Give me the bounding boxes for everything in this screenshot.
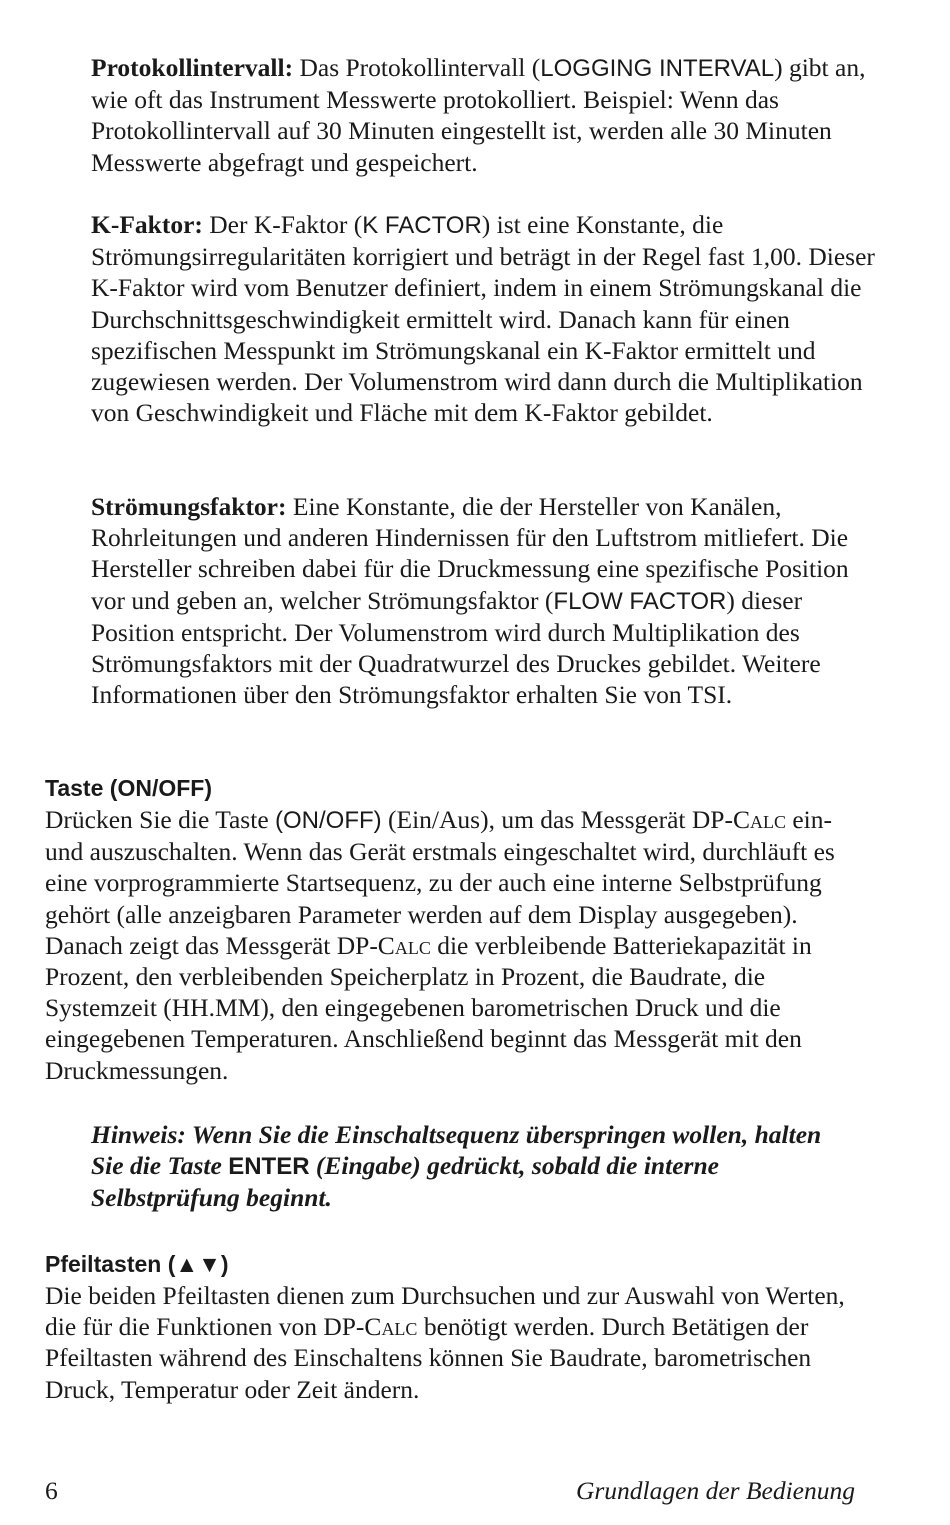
k-factor-text-1: Der K-Faktor ( [202,210,363,239]
on-off-key: (ON/OFF) [275,807,382,834]
arrow-keys-heading [45,1250,229,1278]
flow-factor-term: Strömungsfaktor: [91,492,287,521]
logging-interval-text-1: Das Protokollintervall ( [293,53,541,82]
on-off-text-1: Drücken Sie die Taste [45,805,276,834]
logging-interval-paragraph [91,52,881,178]
chapter-title: Grundlagen der Bedienung [575,1476,855,1505]
on-off-paragraph [45,804,875,1086]
on-off-text-4: die verbleibende Batteriekapazität in Prozent, den verbleibenden Speicherplatz in Prozent, die Baudrate, die Systemzeit (HH.MM), den eingegebenen barometrischen Druck und die eingegebenen Temperaturen. Anschließend beginnt das Messgerät mit den Druckmessungen. [45,930,812,1085]
arrow-keys-heading-text-a: Pfeiltasten ( [45,1251,176,1277]
arrow-keys-text-1: Die beiden Pfeiltasten dienen zum Durchsuchen und zur Auswahl von Werten, die für die Funktionen von DP-C [45,1281,845,1342]
on-off-text-3: ein- und auszuschalten. Wenn das Gerät erstmals eingeschaltet wird, durchläuft es eine vorprogrammierte Startsequenz, zu der auch eine interne Selbstprüfung gehört (alle anzeigbaren Parameter werden auf dem Display ausgegeben). Danach zeigt das Messgerät DP-C [45,805,835,960]
arrow-keys-heading-text-b: ) [220,1251,229,1277]
k-factor-paragraph [91,209,881,428]
flow-factor-text-1: Eine Konstante, die der Hersteller von Kanälen, Rohrleitungen und anderen Hindernissen für den Luftstrom mitliefert. Die Hersteller schreiben dabei für die Druckmessung eine spezifische Position vor und geben an, welcher Strömungsfaktor ( [91,492,849,615]
on-off-heading-text-b: ) [204,775,212,801]
k-factor-text-2: ) ist eine Konstante, die Strömungsirregularitäten korrigiert und beträgt in der Regel fast 1,00. Dieser K-Faktor wird vom Benutzer definiert, indem in einem Strömungskanal die Durchschnittsgeschwindigkeit ermittelt wird. Danach kann für einen spezifischen Messpunkt im Strömungskanal ein K-Faktor ermittelt und zugewiesen werden. Der Volumenstrom wird dann durch die Multiplikation von Geschwindigkeit und Fläche mit dem K-Faktor gebildet. [91,210,875,428]
logging-interval-term: Protokollintervall: [91,53,294,82]
arrow-keys-text-2: benötigt werden. Durch Betätigen der Pfeiltasten während des Einschaltens können Sie Baudrate, barometrischen Druck, Temperatur oder Zeit ändern. [45,1312,812,1404]
flow-factor-key: FLOW FACTOR [553,587,727,615]
logging-interval-text-2: ) gibt an, wie oft das Instrument Messwerte protokolliert. Beispiel: Wenn das Protokollintervall auf 30 Minuten eingestellt ist, werden alle 30 Minuten Messwerte abgefragt und gespeichert. [91,53,866,177]
dp-calc-smallcaps: alc [381,1312,418,1342]
k-factor-key: K FACTOR [362,212,482,239]
on-off-heading-key: ON/OFF [117,775,205,801]
k-factor-term: K-Faktor: [91,210,203,239]
dp-calc-smallcaps: alc [749,805,786,834]
note-enter-key: ENTER [228,1153,310,1181]
flow-factor-paragraph [91,491,881,710]
on-off-text-2: (Ein/Aus), um das Messgerät DP-C [381,805,750,834]
note-text-1: Hinweis: Wenn Sie die Einschaltsequenz überspringen wollen, halten Sie die Taste [91,1120,822,1181]
note-paragraph [91,1119,831,1214]
on-off-key-heading [45,774,212,802]
page-number: 6 [45,1476,58,1505]
on-off-heading-text-a: Taste ( [45,775,118,801]
note-text-2: (Eingabe) gedrückt, sobald die interne Selbstprüfung beginnt. [91,1151,719,1213]
logging-interval-key: LOGGING INTERVAL [540,55,775,82]
up-down-arrow-icon: ▲▼ [175,1251,221,1277]
arrow-keys-paragraph [45,1280,875,1405]
flow-factor-text-2: ) dieser Position entspricht. Der Volumenstrom wird durch Multiplikation des Strömungsfaktors mit der Quadratwurzel des Druckes gebildet. Weitere Informationen über den Strömungsfaktor erhalten Sie von TSI. [91,585,821,710]
dp-calc-smallcaps: alc [394,930,431,960]
